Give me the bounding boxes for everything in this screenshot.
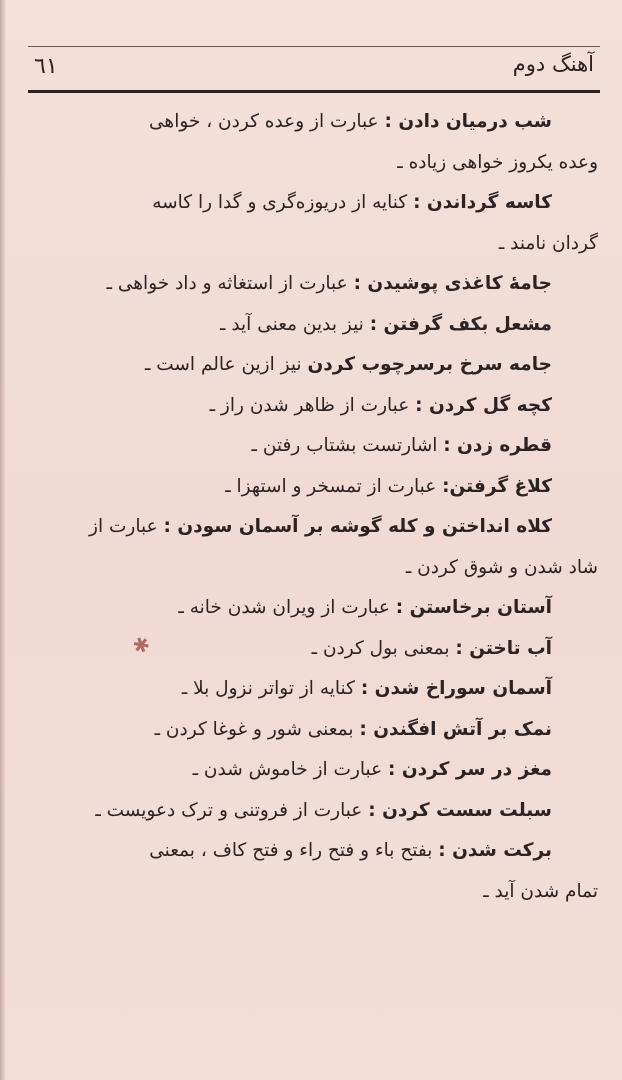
entry-definition: گردان نامند ـ (498, 232, 598, 254)
entry-definition: کنایه از دریوزه‌گری و گدا را کاسه (152, 192, 414, 213)
entry-term: مغز در سر کردن : (388, 759, 552, 780)
text-line (30, 588, 598, 629)
text-line (30, 224, 598, 265)
entry-term: کچه گل کردن : (415, 394, 552, 416)
entry-definition: نیز بدین معنی آید ـ (220, 313, 370, 335)
page-header (28, 40, 600, 94)
text-line (30, 872, 598, 913)
entry-definition: عبارت از خاموش شدن ـ (192, 759, 389, 780)
entry-definition: عبارت از فروتنی و ترک دعویست ـ (95, 799, 369, 821)
running-title: آهنگ دوم (512, 52, 594, 76)
text-line (30, 750, 598, 791)
text-line (30, 791, 598, 832)
entry-term: شب درمیان دادن : (384, 111, 552, 132)
entry-term: آب تاختن : (455, 637, 552, 659)
entry-term: آسمان سوراخ شدن : (360, 678, 552, 699)
entry-definition: بمعنی شور و غوغا کردن ـ (154, 718, 360, 740)
text-line (30, 143, 598, 184)
entry-definition: شاد شدن و شوق کردن ـ (405, 556, 598, 578)
entry-term: نمک بر آتش افگندن : (359, 718, 552, 740)
entry-term: قطره زدن : (443, 435, 552, 456)
text-line (30, 669, 598, 710)
header-thin-rule (28, 46, 600, 47)
glossary-text (30, 102, 598, 912)
page-number: ٦١ (34, 54, 58, 79)
entry-term: کلاه انداختن و کله گوشه بر آسمان سودن : (163, 516, 552, 537)
entry-definition: نیز ازین عالم است ـ (144, 354, 308, 375)
entry-term: برکت شدن : (438, 840, 552, 861)
text-line (30, 507, 598, 548)
entry-definition: تمام شدن آید ـ (483, 880, 598, 902)
entry-definition: کنایه از تواتر نزول بلا ـ (181, 678, 361, 699)
entry-term: آستان برخاستن : (395, 597, 552, 618)
pen-mark-icon: ✱ (129, 630, 154, 660)
text-line (30, 183, 598, 224)
entry-definition: عبارت از ظاهر شدن راز ـ (209, 394, 416, 416)
entry-term: کلاغ گرفتن: (442, 475, 552, 497)
text-line (30, 629, 598, 670)
entry-definition: بفتح باء و فتح راء و فتح کاف ، بمعنی (149, 840, 439, 861)
entry-definition: عبارت از وعده کردن ، خواهی (149, 111, 385, 132)
entry-definition: اشارتست بشتاب رفتن ـ (251, 435, 444, 456)
entry-term: سبلت سست کردن : (368, 799, 552, 821)
text-line (30, 102, 598, 143)
entry-term: جامه سرخ برسرچوب کردن (307, 354, 552, 375)
text-line (30, 467, 598, 508)
entry-definition: وعده یکروز خواهی زیاده ـ (397, 151, 598, 173)
text-line (30, 710, 598, 751)
page-edge-shadow (0, 0, 6, 1080)
entry-definition: عبارت از ویران شدن خانه ـ (178, 597, 396, 618)
text-line (30, 831, 598, 872)
entry-definition: عبارت از تمسخر و استهزا ـ (225, 475, 443, 497)
entry-definition: بمعنی بول کردن ـ (311, 637, 456, 659)
entry-term: جامۀ کاغذی پوشیدن : (353, 273, 552, 294)
text-line (30, 305, 598, 346)
text-line (30, 345, 598, 386)
entry-term: کاسه گرداندن : (413, 192, 552, 213)
text-line (30, 548, 598, 589)
header-thick-rule (28, 90, 600, 93)
text-line (30, 386, 598, 427)
entry-definition: عبارت از استغاثه و داد خواهی ـ (106, 273, 354, 294)
text-line (30, 426, 598, 467)
entry-term: مشعل بکف گرفتن : (369, 313, 552, 335)
text-line (30, 264, 598, 305)
entry-definition: عبارت از (89, 516, 164, 537)
